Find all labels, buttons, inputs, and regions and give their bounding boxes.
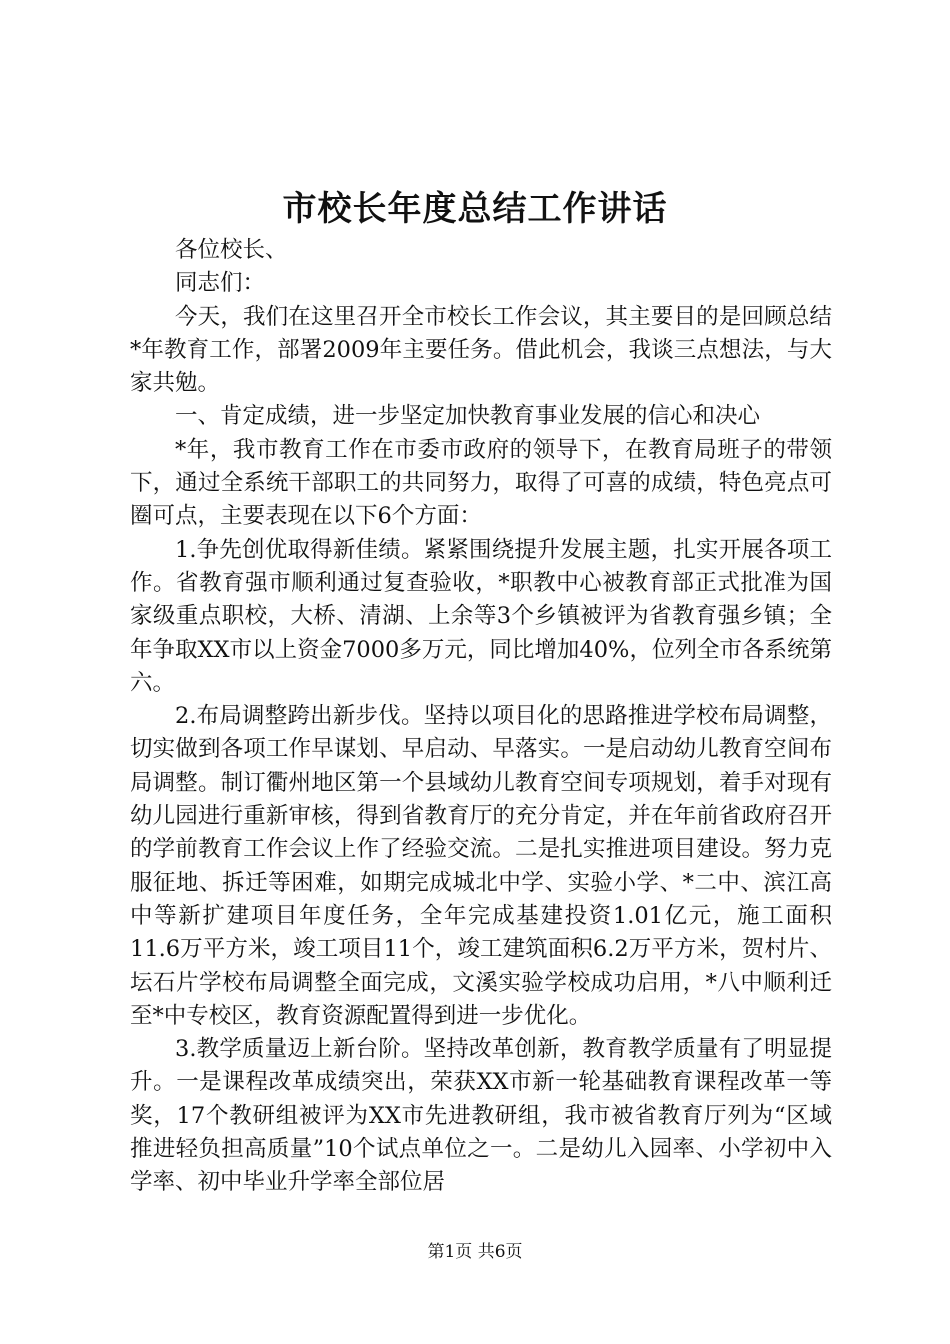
document-title: 市校长年度总结工作讲话 — [282, 189, 668, 229]
paragraph: 1.争先创优取得新佳绩。紧紧围绕提升发展主题，扎实开展各项工作。省教育强市顺利通过复查验收，*职教中心被教育部正式批准为国家级重点职校，大桥、清湖、上余等3个乡镇被评为省教育强乡镇；全年争取XX市以上资金7000多万元，同比增加40%，位列全市各系统第六。 — [130, 536, 832, 696]
document-body — [130, 234, 832, 1200]
paragraph: 3.教学质量迈上新台阶。坚持改革创新，教育教学质量有了明显提升。一是课程改革成绩突出，荣获XX市新一轮基础教育课程改革一等奖，17个教研组被评为XX市先进教研组，我市被省教育厅列为“区域推进轻负担高质量”10个试点单位之一。二是幼儿入园率、小学初中入学率、初中毕业升学率全部位居 — [130, 1036, 832, 1196]
salutation-line: 同志们： — [175, 270, 266, 297]
salutation-line: 各位校长、 — [175, 237, 288, 263]
paragraph: 2.布局调整跨出新步伐。坚持以项目化的思路推进学校布局调整，切实做到各项工作早谋划、早启动、早落实。一是启动幼儿教育空间布局调整。制订衢州地区第一个县域幼儿教育空间专项规划，着手对现有幼儿园进行重新审核，得到省教育厅的充分肯定，并在年前省政府召开的学前教育工作会议上作了经验交流。二是扎实推进项目建设。努力克服征地、拆迁等困难，如期完成城北中学、实验小学、*二中、滨江高中等新扩建项目年度任务，全年完成基建投资1.01亿元，施工面积11.6万平方米，竣工项目11个，竣工建筑面积6.2万平方米，贺村片、坛石片学校布局调整全面完成，文溪实验学校成功启用，*八中顺利迁至*中专校区，教育资源配置得到进一步优化。 — [130, 703, 832, 1029]
paragraph: *年，我市教育工作在市委市政府的领导下，在教育局班子的带领下，通过全系统干部职工的共同努力，取得了可喜的成绩，特色亮点可圈可点，主要表现在以下6个方面： — [130, 436, 832, 530]
page-number-footer: 第1页 共6页 — [427, 1242, 523, 1262]
section-heading: 一、肯定成绩，进一步坚定加快教育事业发展的信心和决心 — [175, 403, 761, 430]
paragraph: 今天，我们在这里召开全市校长工作会议，其主要目的是回顾总结*年教育工作，部署2009年主要任务。借此机会，我谈三点想法，与大家共勉。 — [130, 303, 832, 397]
